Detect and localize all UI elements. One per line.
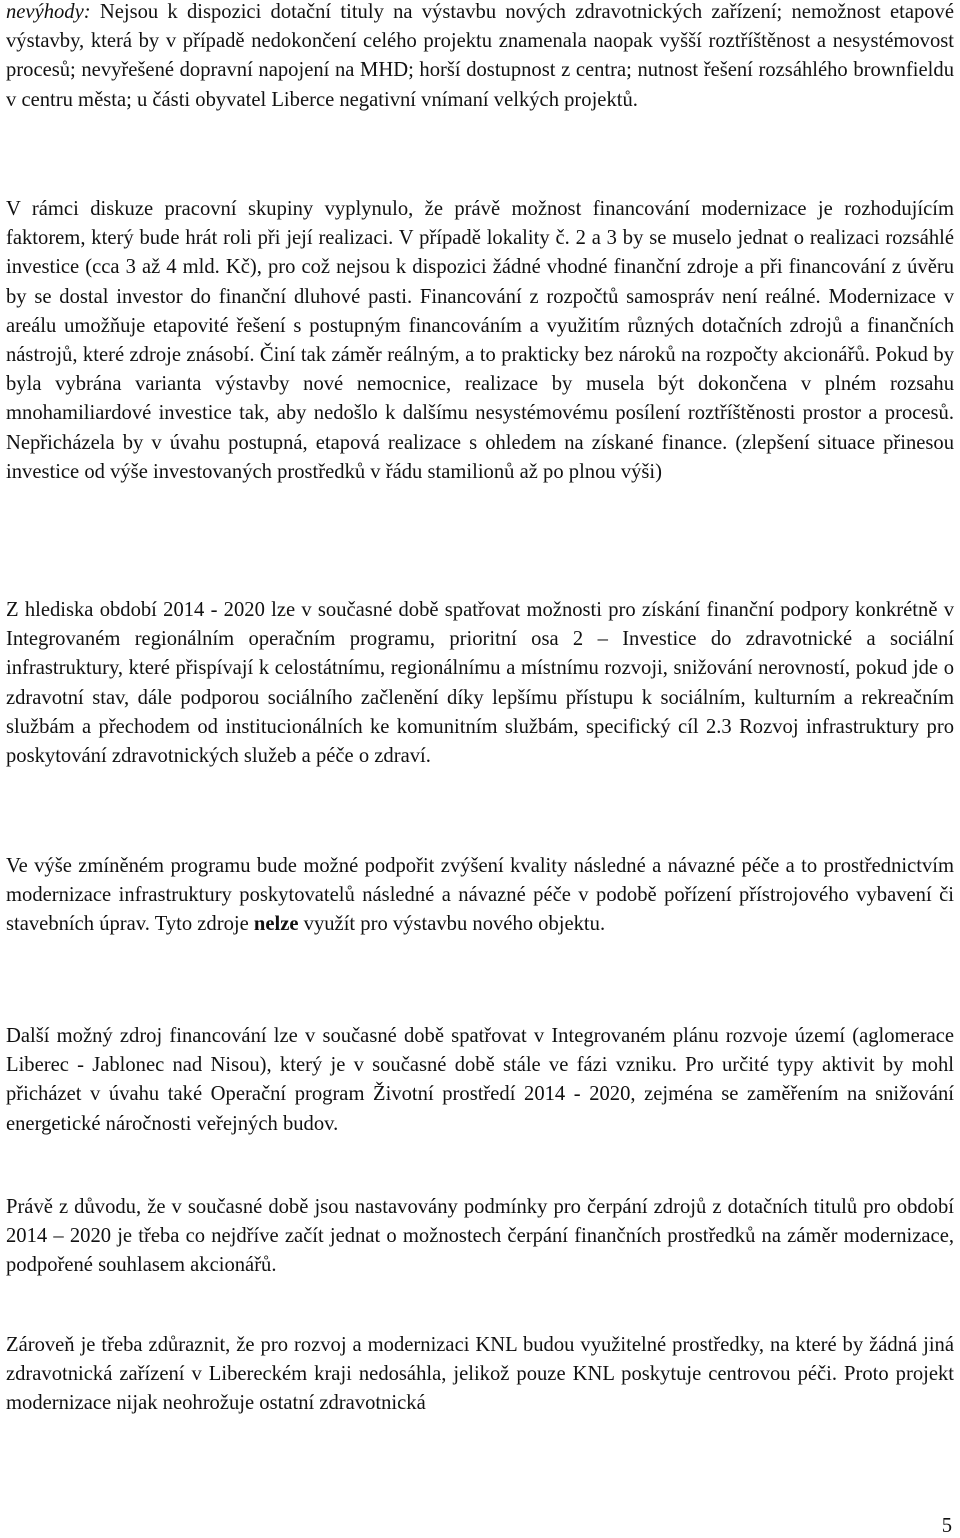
funding-period-paragraph: Z hlediska období 2014 - 2020 lze v současné době spatřovat možnosti pro získání finanční podpory konkrétně v Integrovaném regionálním operačním programu, prioritní osa 2 – Investice do zdravotnické a sociální infrastruktury, které přispívají k celostátnímu, regionálnímu a místnímu rozvoji, snižování nerovností, pokud jde o zdravotní stav, dále podporou sociálního začlenění díky lepšímu přístupu k sociálním, kulturním a rekreačním službám a přechodem od institucionálních ke komunitním službám, specifický cíl 2.3 Rozvoj infrastruktury pro poskytování zdravotnických služeb a péče o zdraví. (6, 599, 954, 768)
document-page (6, 0, 956, 1537)
program-support-paragraph (6, 852, 954, 940)
other-funding-paragraph: Další možný zdroj financování lze v současné době spatřovat v Integrovaném plánu rozvoje území (aglomerace Liberec - Jablonec nad Nisou), který je v současné době stále ve fázi vzniku. Pro určité typy aktivit by mohl přicházet v úvahu také Operační program Životní prostředí 2014 - 2020, zejména se zaměřením na snižování energetické náročnosti veřejných budov. (6, 1025, 954, 1135)
disadvantages-text: Nejsou k dispozici dotační tituly na výstavbu nových zdravotnických zařízení; nemožnost etapové výstavby, která by v případě nedokončení celého projektu znamenala naopak vyšší roztříštěnost a nesystémovost procesů; nevyřešené dopravní napojení na MHD; horší dostupnost z centra; nutnost řešení rozsáhlého brownfieldu v centru města; u části obyvatel Liberce negativní vnímaní velkých projektů. (6, 1, 954, 111)
disadvantages-label: nevýhody: (6, 1, 91, 23)
subsidy-timing-paragraph: Právě z důvodu, že v současné době jsou nastavovány podmínky pro čerpání zdrojů z dotačních titulů pro období 2014 – 2020 je třeba co nejdříve začít jednat o možnostech čerpání finančních prostředků na záměr modernizace, podpořené souhlasem akcionářů. (6, 1196, 954, 1277)
disadvantages-paragraph (6, 0, 954, 115)
program-support-text-start: Ve výše zmíněném programu bude možné podpořit zvýšení kvality následné a návazné péče a to prostřednictvím modernizace infrastruktury poskytovatelů následné a návazné péče v podobě pořízení přístrojového vybavení či stavebních úprav. Tyto zdroje (6, 855, 954, 936)
program-support-emphasis: nelze (253, 913, 299, 936)
program-support-text-end: využít pro výstavbu nového objektu. (298, 913, 606, 936)
knl-resources-paragraph: Zároveň je třeba zdůraznit, že pro rozvoj a modernizaci KNL budou využitelné prostředky, na které by žádná jiná zdravotnická zařízení v Libereckém kraji nedosáhla, jelikož pouze KNL poskytuje centrovou péči. Proto projekt modernizace nijak neohrožuje ostatní zdravotnická (6, 1334, 954, 1415)
working-group-discussion-paragraph: V rámci diskuze pracovní skupiny vyplynulo, že právě možnost financování modernizace je rozhodujícím faktorem, který bude hrát roli při její realizaci. V případě lokality č. 2 a 3 by se muselo jednat o realizaci rozsáhlé investice (cca 3 až 4 mld. Kč), pro což nejsou k dispozici žádné vhodné finanční zdroje a při financování z úvěru by se dostal investor do finanční dluhové pasti. Financování z rozpočtů samospráv není reálné. Modernizace v areálu umožňuje etapovité řešení s postupným financováním a využitím různých dotačních zdrojů a finančních nástrojů, které zdroje znásobí. Činí tak záměr reálným, a to prakticky bez nároků na rozpočty akcionářů. Pokud by byla vybrána varianta výstavby nové nemocnice, realizace by musela být dokončena v plném rozsahu mnohamiliardové investice tak, aby nedošlo k dalšímu nesystémovému posílení roztříštěnosti prostor a procesů. Nepřicházela by v úvahu postupná, etapová realizace s ohledem na získané finance. (zlepšení situace přinesou investice od výše investovaných prostředků v řádu stamilionů až po plnou výši) (6, 198, 954, 483)
page-number: 5 (941, 1515, 952, 1537)
